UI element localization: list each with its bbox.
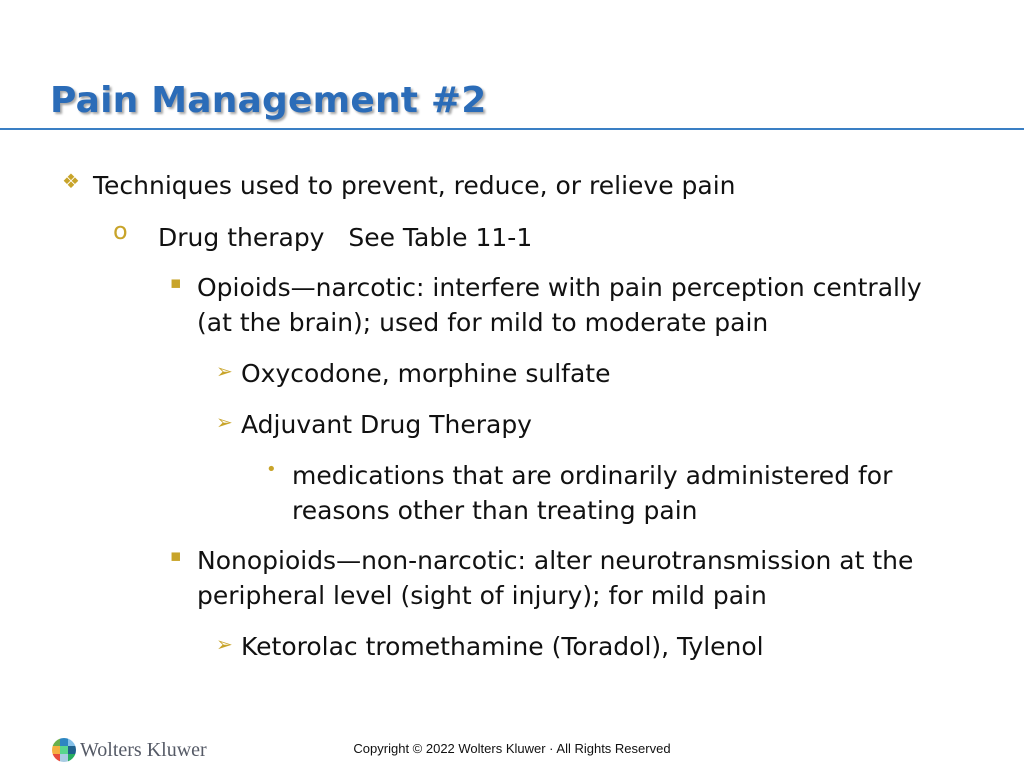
circle-bullet-icon: o	[113, 217, 128, 245]
logo-text: Wolters Kluwer	[80, 739, 207, 761]
square-bullet-icon: ▪	[170, 273, 182, 293]
arrowhead-bullet-icon: ➢	[216, 632, 233, 656]
dot-bullet-icon: •	[266, 459, 277, 480]
slide-title: Pain Management #2	[50, 80, 487, 121]
bullet-text-line-1: Opioids—narcotic: interfere with pain perception centrally	[197, 273, 922, 302]
diamond-bullet-icon: ❖	[62, 169, 80, 193]
bullet-text: Oxycodone, morphine sulfate	[241, 359, 611, 388]
title-divider	[0, 128, 1024, 130]
bullet-text: Drug therapy See Table 11-1	[158, 223, 533, 252]
bullet-text-line-1: Nonopioids—non-narcotic: alter neurotransmission at the	[197, 546, 914, 575]
bullet-text-line-2: reasons other than treating pain	[292, 496, 698, 525]
bullet-text: Ketorolac tromethamine (Toradol), Tylenol	[241, 632, 764, 661]
arrowhead-bullet-icon: ➢	[216, 410, 233, 434]
bullet-text: Techniques used to prevent, reduce, or relieve pain	[93, 171, 736, 200]
arrowhead-bullet-icon: ➢	[216, 359, 233, 383]
bullet-text-line-2: (at the brain); used for mild to moderate pain	[197, 308, 769, 337]
bullet-text-line-1: medications that are ordinarily administered for	[292, 461, 893, 490]
copyright-text: Copyright © 2022 Wolters Kluwer · All Rights Reserved	[353, 741, 671, 756]
bullet-text: Adjuvant Drug Therapy	[241, 410, 532, 439]
square-bullet-icon: ▪	[170, 546, 182, 566]
bullet-text-line-2: peripheral level (sight of injury); for mild pain	[197, 581, 767, 610]
